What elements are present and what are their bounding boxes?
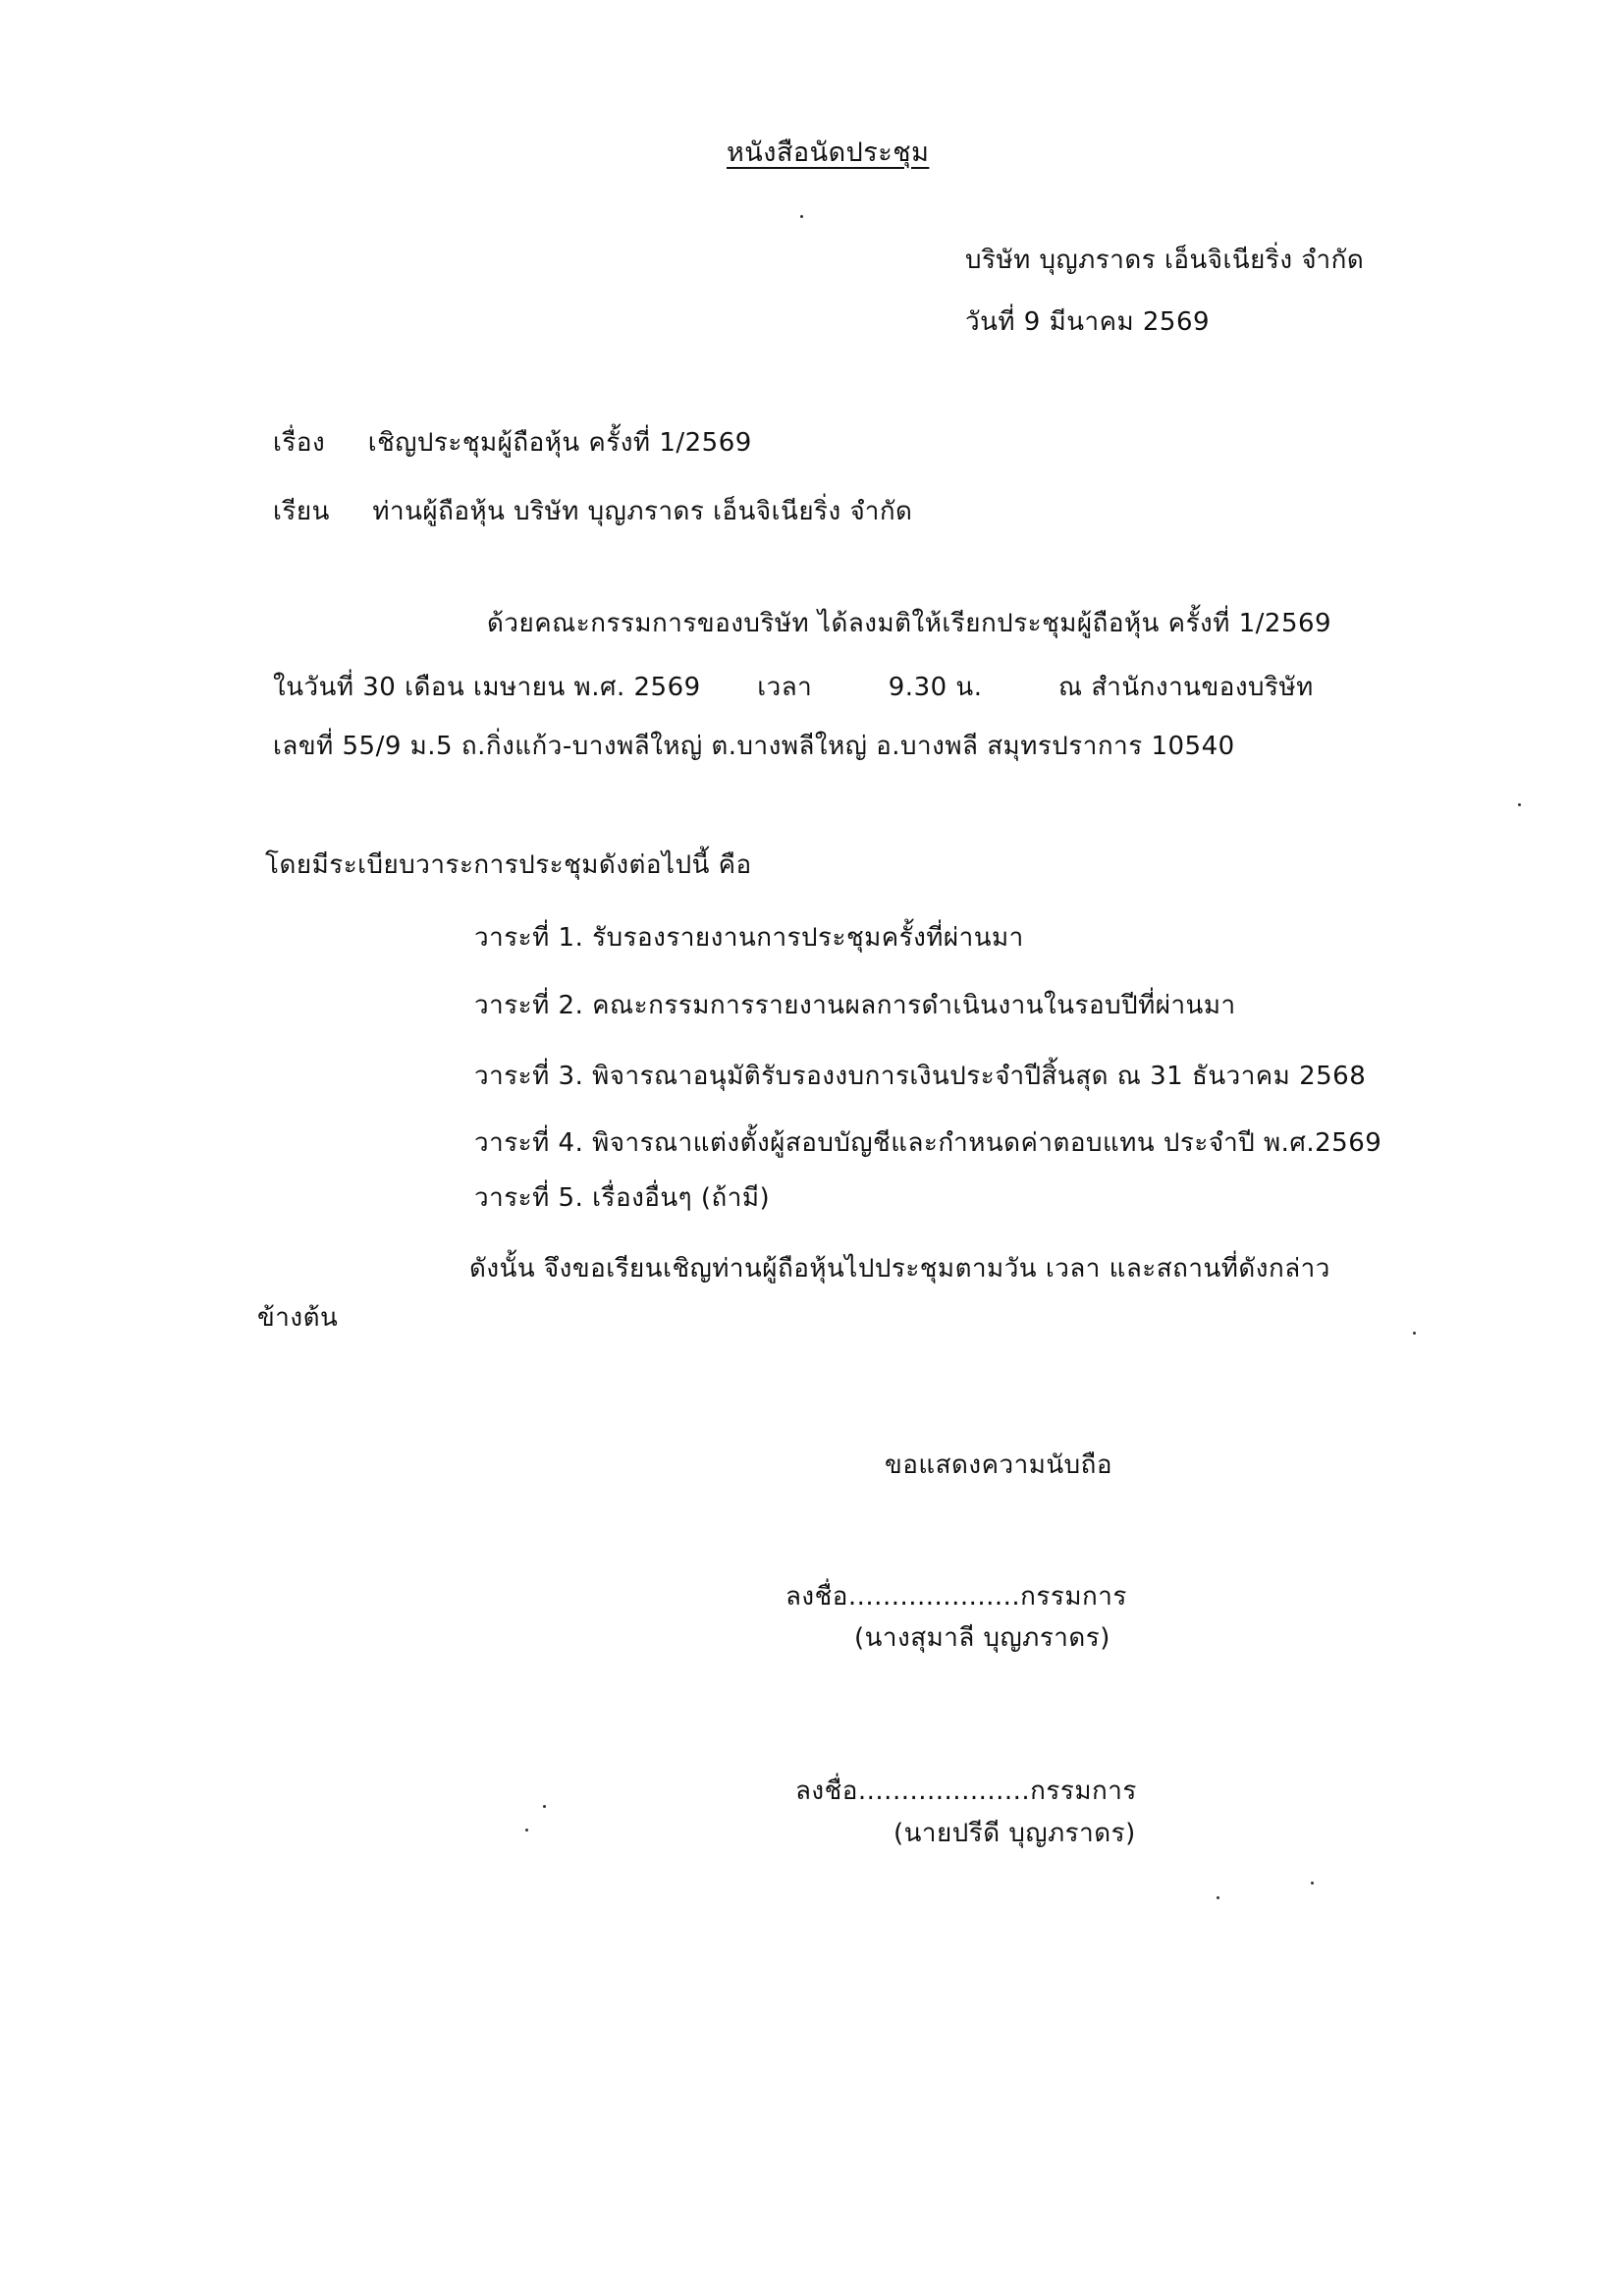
agenda-item: วาระที่ 3. พิจารณาอนุมัติรับรองงบการเงินประจำปีสิ้นสุด ณ 31 ธันวาคม 2568 (474, 1062, 1367, 1091)
regards-text: ขอแสดงความนับถือ (885, 1450, 1112, 1480)
addressee-label: เรียน (273, 497, 330, 526)
scan-speck (1413, 1332, 1416, 1335)
scan-speck (525, 1829, 528, 1831)
subject-text: เชิญประชุมผู้ถือหุ้น ครั้งที่ 1/2569 (367, 428, 752, 458)
document-date: วันที่ 9 มีนาคม 2569 (965, 307, 1211, 337)
document-title: หนังสือนัดประชุม (727, 137, 930, 168)
signatory-name: (นายปรีดี บุญภราดร) (893, 1819, 1136, 1848)
meeting-time: 9.30 น. (888, 673, 983, 702)
signature-line: ลงชื่อ....................กรรมการ (785, 1582, 1127, 1612)
body-line-2 (273, 670, 1314, 705)
meeting-place: ณ สำนักงานของบริษัท (1058, 673, 1314, 702)
scan-speck (1217, 1896, 1219, 1899)
signatory-name: (นางสุมาลี บุญภราดร) (854, 1623, 1110, 1653)
agenda-item: วาระที่ 4. พิจารณาแต่งตั้งผู้สอบบัญชีและกำหนดค่าตอบแทน ประจำปี พ.ศ.2569 (474, 1128, 1382, 1158)
agenda-item: วาระที่ 1. รับรองรายงานการประชุมครั้งที่ผ่านมา (474, 923, 1024, 953)
closing-line-1: ดังนั้น จึงขอเรียนเชิญท่านผู้ถือหุ้นไปประชุมตามวัน เวลา และสถานที่ดังกล่าว (469, 1254, 1330, 1284)
meeting-date: ในวันที่ 30 เดือน เมษายน พ.ศ. 2569 (273, 673, 701, 702)
body-line-1: ด้วยคณะกรรมการของบริษัท ได้ลงมติให้เรียกประชุมผู้ถือหุ้น ครั้งที่ 1/2569 (487, 609, 1332, 638)
scan-speck (1518, 803, 1521, 806)
subject-label: เรื่อง (273, 428, 326, 458)
addressee-text: ท่านผู้ถือหุ้น บริษัท บุญภราดร เอ็นจิเนียริ่ง จำกัด (372, 497, 913, 526)
agenda-item: วาระที่ 5. เรื่องอื่นๆ (ถ้ามี) (474, 1183, 771, 1213)
meeting-time-label: เวลา (757, 673, 813, 702)
signature-line: ลงชื่อ....................กรรมการ (795, 1777, 1137, 1806)
agenda-item: วาระที่ 2. คณะกรรมการรายงานผลการดำเนินงานในรอบปีที่ผ่านมา (474, 991, 1236, 1020)
closing-line-2: ข้างต้น (257, 1303, 339, 1333)
agenda-intro: โดยมีระเบียบวาระการประชุมดังต่อไปนี้ คือ (265, 850, 752, 880)
subject-line (273, 425, 752, 461)
scan-speck (1311, 1882, 1314, 1885)
addressee-line (273, 494, 912, 529)
scan-speck (800, 215, 803, 218)
body-line-3: เลขที่ 55/9 ม.5 ถ.กิ่งแก้ว-บางพลีใหญ่ ต.บางพลีใหญ่ อ.บางพลี สมุทรปราการ 10540 (273, 732, 1235, 761)
company-name: บริษัท บุญภราดร เอ็นจิเนียริ่ง จำกัด (965, 246, 1365, 275)
scan-speck (543, 1805, 546, 1808)
